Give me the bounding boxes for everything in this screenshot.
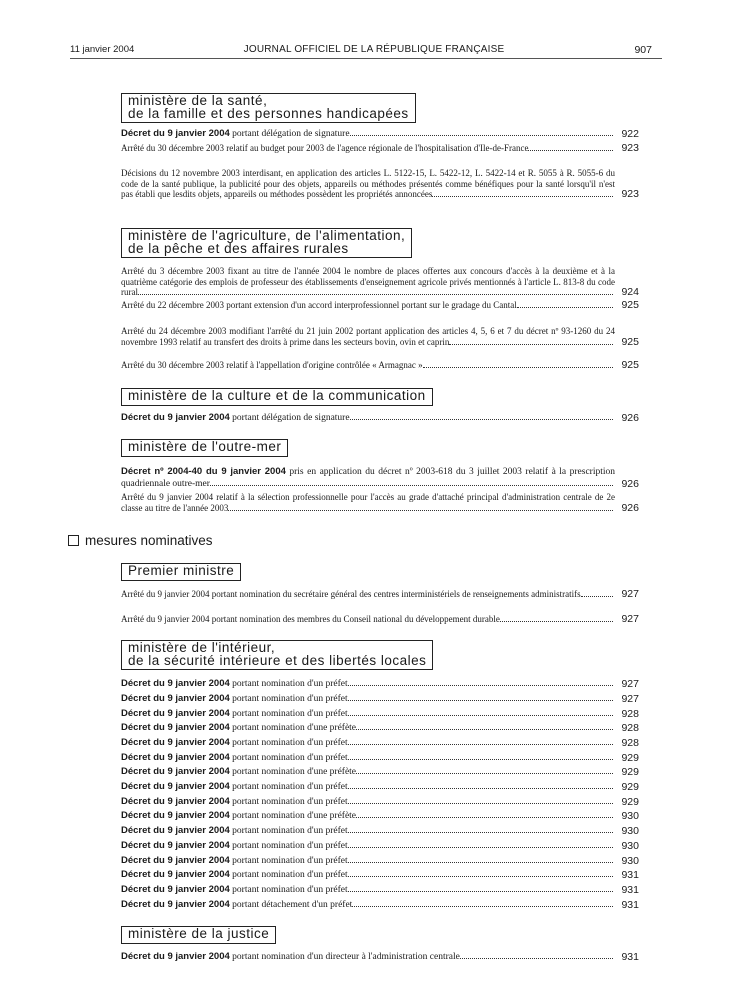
entry-bold-title: Décret du 9 janvier 2004 <box>121 128 230 139</box>
leader-dots <box>210 478 613 486</box>
entry-description: Arrêté du 24 décembre 2003 modifiant l'arrêté du 21 juin 2002 portant application des articles 4, 5, 6 et 7 du décret nº 93-1260 du 24 novembre 1993 relatif au transfert des droits à prime dans les secteurs bovin, ovin et caprin <box>121 326 615 347</box>
entry-page-number: 927 <box>621 693 639 705</box>
section-heading-line: ministère de l'intérieur, <box>128 640 276 655</box>
entry-text <box>121 869 615 881</box>
entry-page-number: 929 <box>621 752 639 764</box>
section-heading-culture <box>121 388 433 406</box>
entry-page-number: 931 <box>621 951 639 963</box>
entry-bold-title: Décret du 9 janvier 2004 <box>121 737 230 748</box>
leader-dots <box>348 855 613 863</box>
entry-description: portant délégation de signature <box>229 129 350 139</box>
section-heading-line: ministère de la santé, <box>128 93 268 108</box>
entry-page-number: 928 <box>621 708 639 720</box>
entry-description: portant nomination d'une préfète <box>229 723 357 733</box>
entry-bold-title: Décret du 9 janvier 2004 <box>121 869 230 880</box>
entry-page-number: 926 <box>621 412 639 424</box>
table-of-contents-entry[interactable] <box>121 412 639 424</box>
entry-text <box>121 722 615 734</box>
page-header-date: 11 janvier 2004 <box>70 44 135 55</box>
entry-page-number: 927 <box>621 588 639 600</box>
leader-dots <box>517 300 613 308</box>
entry-page-number: 929 <box>621 766 639 778</box>
table-of-contents-entry[interactable] <box>121 614 639 625</box>
section-heading-premier-ministre <box>121 563 241 581</box>
entry-text <box>121 614 615 625</box>
entry-page-number: 929 <box>621 796 639 808</box>
entry-page-number: 931 <box>621 869 639 881</box>
table-of-contents-entry[interactable] <box>121 737 639 749</box>
table-of-contents-entry[interactable] <box>121 326 639 347</box>
entry-bold-title: Décret du 9 janvier 2004 <box>121 678 230 689</box>
entry-description: portant nomination d'un préfet <box>229 782 348 792</box>
entry-text <box>121 884 615 896</box>
table-of-contents-entry[interactable] <box>121 781 639 793</box>
entry-text <box>121 855 615 867</box>
leader-dots <box>348 869 613 877</box>
leader-dots <box>348 884 613 892</box>
entry-page-number: 930 <box>621 825 639 837</box>
entry-bold-title: Décret du 9 janvier 2004 <box>121 412 230 423</box>
section-heading-interieur <box>121 640 433 670</box>
entry-bold-title: Décret du 9 janvier 2004 <box>121 884 230 895</box>
entry-description: portant nomination d'un préfet <box>229 885 348 895</box>
section-heading-line: ministère de l'outre-mer <box>128 439 282 454</box>
section-heading-line: de la sécurité intérieure et des libertés locales <box>128 652 427 668</box>
entry-page-number: 925 <box>621 335 639 348</box>
entry-bold-title: Décret du 9 janvier 2004 <box>121 722 230 733</box>
nominations-heading-label: mesures nominatives <box>85 533 213 548</box>
entry-bold-title: Décret du 9 janvier 2004 <box>121 796 230 807</box>
leader-dots <box>350 412 613 420</box>
table-of-contents-entry[interactable] <box>121 722 639 734</box>
entry-description: Arrêté du 9 janvier 2004 portant nomination des membres du Conseil national du développement durable <box>121 614 500 624</box>
leader-dots <box>348 708 613 716</box>
entry-description: Arrêté du 9 janvier 2004 portant nomination du secrétaire général des centres interministériels de renseignements administratifs <box>121 589 581 599</box>
leader-dots <box>500 614 613 622</box>
nominations-heading <box>68 533 213 548</box>
table-of-contents-entry[interactable] <box>121 266 639 298</box>
table-of-contents-entry[interactable] <box>121 796 639 808</box>
table-of-contents-entry[interactable] <box>121 884 639 896</box>
entry-bold-title: Décret du 9 janvier 2004 <box>121 951 230 962</box>
entry-text <box>121 466 615 490</box>
entry-description: Arrêté du 22 décembre 2003 portant extension d'un accord interprofessionnel portant sur le gradage du Cantal <box>121 300 517 310</box>
table-of-contents-entry[interactable] <box>121 143 639 154</box>
entry-page-number: 923 <box>621 188 639 200</box>
entry-description: portant délégation de signature <box>229 413 350 423</box>
entry-description: Arrêté du 3 décembre 2003 fixant au titre de l'année 2004 le nombre de places offertes aux concours d'accès à la deuxième et à la quatrième catégorie des emplois de professeur des établissements d'enseignement agricole privés mentionnés à l'article L. 813-8 du code rural <box>121 266 615 297</box>
table-of-contents-entry[interactable] <box>121 128 639 140</box>
entry-text <box>121 678 615 690</box>
table-of-contents-entry[interactable] <box>121 678 639 690</box>
leader-dots <box>423 360 613 368</box>
entry-description: portant nomination d'une préfète <box>229 811 357 821</box>
entry-bold-title: Décret du 9 janvier 2004 <box>121 840 230 851</box>
leader-dots <box>138 287 613 295</box>
entry-description: Décisions du 12 novembre 2003 interdisant, en application des articles L. 5122-15, L. 5422-12, L. 5422-14 et R. 5055 à R. 5055-6 du code de la santé publique, la publicité pour des objets, appareils ou méthodes présentés comme bénéfiques pour la santé lorsqu'il n'est pas établi que lesdits objets, appareils ou méthodes possèdent les propriétés annoncées <box>121 168 615 199</box>
section-heading-line: Premier ministre <box>128 563 235 578</box>
entry-text <box>121 752 615 764</box>
entry-text <box>121 766 615 778</box>
table-of-contents-entry[interactable] <box>121 752 639 764</box>
entry-bold-title: Décret nº 2004-40 du 9 janvier 2004 <box>121 466 286 477</box>
leader-dots <box>348 825 613 833</box>
entry-page-number: 926 <box>621 501 639 514</box>
entry-description: portant nomination d'un préfet <box>229 826 348 836</box>
section-heading-sante <box>121 93 416 123</box>
entry-text <box>121 168 615 200</box>
leader-dots <box>348 678 613 686</box>
leader-dots <box>228 503 613 511</box>
section-heading-outre-mer <box>121 439 288 457</box>
entry-text <box>121 589 615 600</box>
entry-description: portant nomination d'une préfète <box>229 767 357 777</box>
section-heading-line: de la famille et des personnes handicapées <box>128 105 409 121</box>
entry-text <box>121 266 615 298</box>
table-of-contents-entry[interactable] <box>121 825 639 837</box>
entry-description: portant nomination d'un préfet <box>229 679 348 689</box>
entry-description: Arrêté du 30 décembre 2003 relatif au budget pour 2003 de l'agence régionale de l'hospitalisation d'Ile-de-France <box>121 143 529 153</box>
entry-description: Arrêté du 9 janvier 2004 relatif à la sélection professionnelle pour l'accès au grade d'attaché principal d'administration centrale de 2e classe au titre de l'année 2003 <box>121 492 615 513</box>
table-of-contents-entry[interactable] <box>121 492 639 513</box>
entry-description: portant nomination d'un préfet <box>229 870 348 880</box>
entry-page-number: 930 <box>621 810 639 822</box>
leader-dots <box>449 337 613 345</box>
leader-dots <box>350 128 613 136</box>
entry-description: pris en application du décret nº 2003-618 du 3 juillet 2003 relatif à la prescription quadriennale outre-mer <box>121 467 615 489</box>
table-of-contents-entry[interactable] <box>121 899 639 911</box>
entry-page-number: 927 <box>621 678 639 690</box>
leader-dots <box>460 951 613 959</box>
leader-dots <box>356 722 613 730</box>
page-header-title: JOURNAL OFFICIEL DE LA RÉPUBLIQUE FRANÇAISE <box>243 44 505 55</box>
leader-dots <box>528 143 613 151</box>
entry-description: portant nomination d'un préfet <box>229 841 348 851</box>
entry-description: portant nomination d'un préfet <box>229 709 348 719</box>
entry-bold-title: Décret du 9 janvier 2004 <box>121 825 230 836</box>
table-of-contents-entry[interactable] <box>121 810 639 822</box>
entry-text <box>121 796 615 808</box>
section-heading-justice <box>121 926 276 944</box>
table-of-contents-entry[interactable] <box>121 869 639 881</box>
entry-text <box>121 781 615 793</box>
table-of-contents-entry[interactable] <box>121 300 639 311</box>
leader-dots <box>348 737 613 745</box>
entry-page-number: 930 <box>621 840 639 852</box>
leader-dots <box>348 796 613 804</box>
entry-text <box>121 128 615 140</box>
entry-page-number: 925 <box>621 359 639 371</box>
entry-page-number: 928 <box>621 737 639 749</box>
leader-dots <box>356 766 613 774</box>
entry-page-number: 922 <box>621 128 639 140</box>
section-heading-line: ministère de la culture et de la communication <box>128 388 426 403</box>
entry-page-number: 930 <box>621 855 639 867</box>
checkbox-square-icon <box>68 535 79 546</box>
entry-text <box>121 300 615 311</box>
entry-bold-title: Décret du 9 janvier 2004 <box>121 899 230 910</box>
entry-text <box>121 143 615 154</box>
section-heading-line: ministère de la justice <box>128 926 270 941</box>
table-of-contents-entry[interactable] <box>121 693 639 705</box>
entry-text <box>121 951 615 963</box>
section-heading-agriculture <box>121 228 412 258</box>
entry-bold-title: Décret du 9 janvier 2004 <box>121 781 230 792</box>
table-of-contents-entry[interactable] <box>121 766 639 778</box>
header-rule <box>70 58 662 59</box>
entry-page-number: 931 <box>621 884 639 896</box>
entry-bold-title: Décret du 9 janvier 2004 <box>121 766 230 777</box>
entry-text <box>121 708 615 720</box>
entry-bold-title: Décret du 9 janvier 2004 <box>121 693 230 704</box>
entry-text <box>121 412 615 424</box>
section-heading-line: de la pêche et des affaires rurales <box>128 240 349 256</box>
entry-page-number: 926 <box>621 478 639 490</box>
section-heading-line: ministère de l'agriculture, de l'alimentation, <box>128 228 406 243</box>
leader-dots <box>432 189 613 197</box>
entry-page-number: 928 <box>621 722 639 734</box>
entry-page-number: 924 <box>621 286 639 298</box>
entry-text <box>121 825 615 837</box>
entry-text <box>121 360 615 371</box>
entry-text <box>121 693 615 705</box>
entry-description: portant nomination d'un préfet <box>229 753 348 763</box>
leader-dots <box>348 840 613 848</box>
entry-description: portant nomination d'un directeur à l'administration centrale <box>229 952 460 962</box>
entry-page-number: 923 <box>621 142 639 154</box>
table-of-contents-entry[interactable] <box>121 951 639 963</box>
entry-page-number: 925 <box>621 299 639 311</box>
entry-bold-title: Décret du 9 janvier 2004 <box>121 810 230 821</box>
table-of-contents-entry[interactable] <box>121 840 639 852</box>
entry-description: portant nomination d'un préfet <box>229 797 348 807</box>
entry-description: portant nomination d'un préfet <box>229 738 348 748</box>
entry-description: portant nomination d'un préfet <box>229 856 348 866</box>
table-of-contents-entry[interactable] <box>121 589 639 600</box>
entry-text <box>121 840 615 852</box>
leader-dots <box>348 693 613 701</box>
table-of-contents-entry[interactable] <box>121 466 639 490</box>
leader-dots <box>581 589 613 597</box>
entry-text <box>121 899 615 911</box>
entry-bold-title: Décret du 9 janvier 2004 <box>121 855 230 866</box>
entry-bold-title: Décret du 9 janvier 2004 <box>121 752 230 763</box>
entry-text <box>121 326 615 347</box>
leader-dots <box>348 752 613 760</box>
entry-description: portant détachement d'un préfet <box>229 900 353 910</box>
entry-description: Arrêté du 30 décembre 2003 relatif à l'appellation d'origine contrôlée « Armagnac » <box>121 360 423 370</box>
leader-dots <box>348 781 613 789</box>
table-of-contents-entry[interactable] <box>121 708 639 720</box>
entry-text <box>121 737 615 749</box>
entry-text <box>121 810 615 822</box>
page-number: 907 <box>634 44 652 56</box>
entry-page-number: 929 <box>621 781 639 793</box>
entry-bold-title: Décret du 9 janvier 2004 <box>121 708 230 719</box>
leader-dots <box>352 899 613 907</box>
table-of-contents-entry[interactable] <box>121 855 639 867</box>
table-of-contents-entry[interactable] <box>121 360 639 371</box>
entry-description: portant nomination d'un préfet <box>229 694 348 704</box>
entry-text <box>121 492 615 513</box>
table-of-contents-entry[interactable] <box>121 168 639 200</box>
entry-page-number: 927 <box>621 613 639 625</box>
entry-page-number: 931 <box>621 899 639 911</box>
leader-dots <box>356 810 613 818</box>
